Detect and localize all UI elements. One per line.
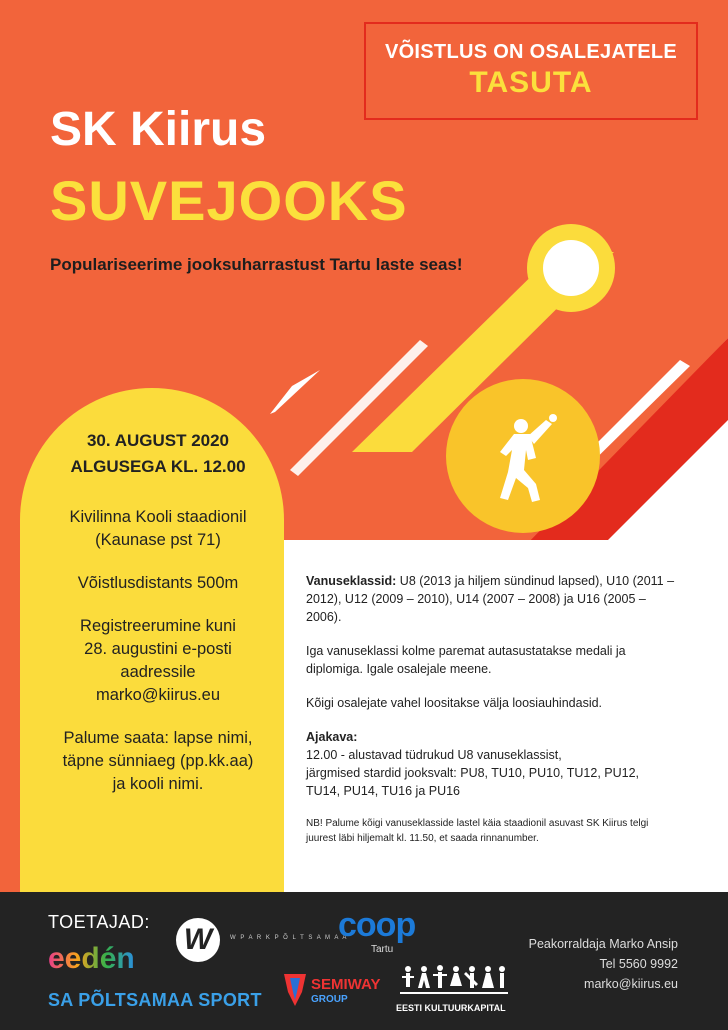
coop-city: Tartu <box>371 944 394 955</box>
title-event: SUVEJOOKS <box>50 169 408 232</box>
title-club: SK Kiirus <box>50 103 267 156</box>
semiway-icon <box>280 970 310 1010</box>
reg-line1: Registreerumine kuni <box>80 617 236 635</box>
lottery: Kõigi osalejate vahel loositakse välja loosiauhindasid. <box>306 696 603 710</box>
banner-line2: TASUTA <box>469 66 593 99</box>
ring-inner <box>543 240 599 296</box>
eeden-text: eedén <box>48 942 135 975</box>
footer <box>0 892 728 1030</box>
w-logo-icon: W <box>176 918 220 962</box>
contact-email[interactable]: marko@kiirus.eu <box>584 977 678 991</box>
event-details <box>42 428 274 816</box>
schedule <box>306 728 676 800</box>
schedule-line1: 12.00 - alustavad tüdrukud U8 vanuseklassist, <box>306 748 562 762</box>
poltsamaa-sport: SA PÕLTSAMAA SPORT <box>48 990 262 1010</box>
eeden-logo <box>48 942 135 976</box>
schedule-line2: järgmised stardid jooksvalt: PU8, TU10, PU10, TU12, PU12, TU14, PU14, TU16 ja PU16 <box>306 766 640 798</box>
send-line3: ja kooli nimi. <box>112 775 204 793</box>
age-classes-label: Vanuseklassid: <box>306 574 397 588</box>
event-date: 30. AUGUST 2020 <box>86 431 230 450</box>
organizer: Peakorraldaja Marko Ansip <box>528 937 678 951</box>
supporters-label: TOETAJAD: <box>48 912 150 932</box>
tagline: Populariseerime jooksuharrastust Tartu laste seas! <box>50 255 463 274</box>
event-info <box>306 572 676 862</box>
nb-note: NB! Palume kõigi vanuseklasside lastel käia staadionil asuvast SK Kiirus telgi juurest läbi hiljemalt kl. 11.50, et saada rinnanumber. <box>306 818 649 844</box>
phone[interactable]: Tel 5560 9992 <box>599 957 678 971</box>
semiway-text: SEMIWAY <box>311 976 381 993</box>
reg-line2: 28. augustini e-posti <box>84 640 232 658</box>
age-classes <box>306 572 676 626</box>
banner-line1: VÕISTLUS ON OSALEJATELE <box>384 41 678 63</box>
kulka-figures-icon <box>400 964 508 998</box>
wpark-text: W P A R K P Õ L T S A M A A <box>230 935 348 941</box>
free-banner <box>364 22 698 120</box>
kulka-text: EESTI KULTUURKAPITAL <box>396 1003 506 1013</box>
send-line1: Palume saata: lapse nimi, <box>63 729 253 747</box>
distance: Võistlusdistants 500m <box>77 574 239 592</box>
event-start: ALGUSEGA KL. 12.00 <box>70 457 246 476</box>
age-classes-text: U8 (2013 ja hiljem sündinud lapsed), U10 (2011 – 2012), U12 (2009 – 2010), U14 (2007 – 2008) ja U16 (2005 – 2006). <box>306 574 675 624</box>
coop-logo: coop <box>338 906 416 944</box>
venue-line1: Kivilinna Kooli staadionil <box>69 508 247 526</box>
reg-line3: aadressile <box>120 663 196 681</box>
send-line2: täpne sünniaeg (pp.kk.aa) <box>62 752 254 770</box>
reg-email[interactable]: marko@kiirus.eu <box>95 686 221 704</box>
semiway-group: GROUP <box>311 994 348 1005</box>
venue-line2: (Kaunase pst 71) <box>95 531 221 549</box>
contact-block <box>529 934 678 994</box>
awards: Iga vanuseklassi kolme paremat autasustatakse medali ja diplomiga. Igale osalejale meene. <box>306 644 626 676</box>
schedule-label: Ajakava: <box>306 730 358 744</box>
